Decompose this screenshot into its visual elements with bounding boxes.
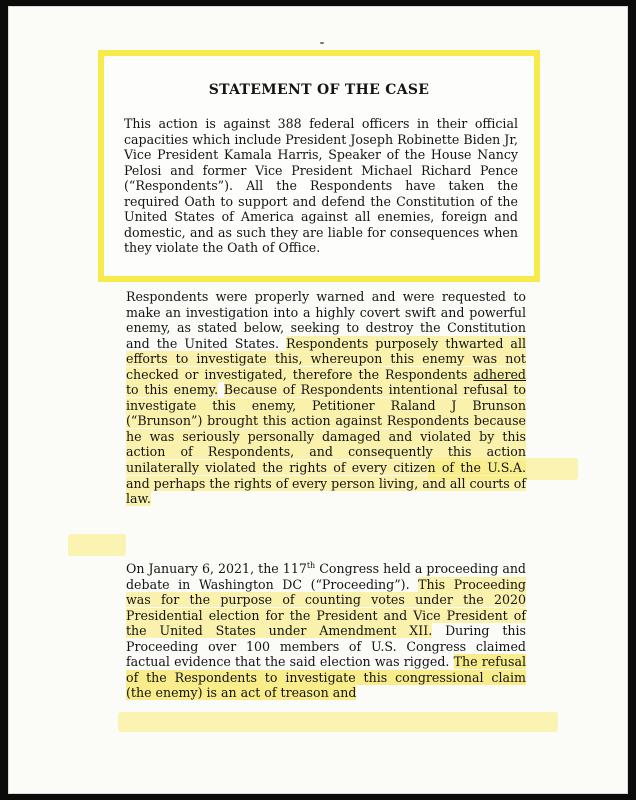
p2-sentence-4: The refusal of the Respondents to investigate this congressional claim (the enemy) is an act of treason and [126,654,526,701]
adhered-word: adhered [473,366,526,382]
page-mark [320,42,324,44]
paragraph-january-6 [126,561,526,701]
p1-sentence-3: Because of Respondents intentional refusal to investigate this enemy, Petitioner Raland J Brunson (“Brunson”) brought this action against Respondents because he was seriously personally damaged and violated by this action of Respondents, and consequently this action unilaterally violated the rights of every citizen of the U.S.A. and perhaps the rights of every person living, and all courts of law. [126,382,527,507]
p2-sentence-1: On January 6, 2021, the 117th Congress held a proceeding and debate in Washington DC (“Proceeding”). [126,560,526,592]
p2-sentence-3: During this Proceeding over 100 members of U.S. Congress claimed factual evidence that the said election was rigged. [126,623,526,670]
p1-sentence-2: Respondents purposely thwarted all efforts to investigate this, whereupon this enemy was not checked or investigated, therefore the Respondents adhered to this enemy. [126,335,526,398]
document-page [8,6,628,794]
paragraph-respondents [126,289,526,507]
section-title: STATEMENT OF THE CASE [208,82,430,98]
statement-box [98,50,540,282]
statement-paragraph: This action is against 388 federal officers in their official capacities which include President Joseph Robinette Biden Jr, Vice President Kamala Harris, Speaker of the House Nancy Pelosi and former Vice President Michael Richard Pence (“Respondents”). All the Respondents have taken the required Oath to support and defend the Constitution of the United States of America against all enemies, foreign and domestic, and as such they are liable for consequences when they violate the Oath of Office. [124,116,518,255]
highlighter-streak [68,534,126,556]
highlighter-streak [118,712,558,732]
p2-sentence-2: This Proceeding was for the purpose of counting votes under the 2020 Presidential election for the President and Vice President of the United States under Amendment XII. [126,576,526,639]
p1-sentence-1: Respondents were properly warned and were requested to make an investigation into a highly covert swift and powerful enemy, as stated below, seeking to destroy the Constitution and the United States. [126,289,526,351]
